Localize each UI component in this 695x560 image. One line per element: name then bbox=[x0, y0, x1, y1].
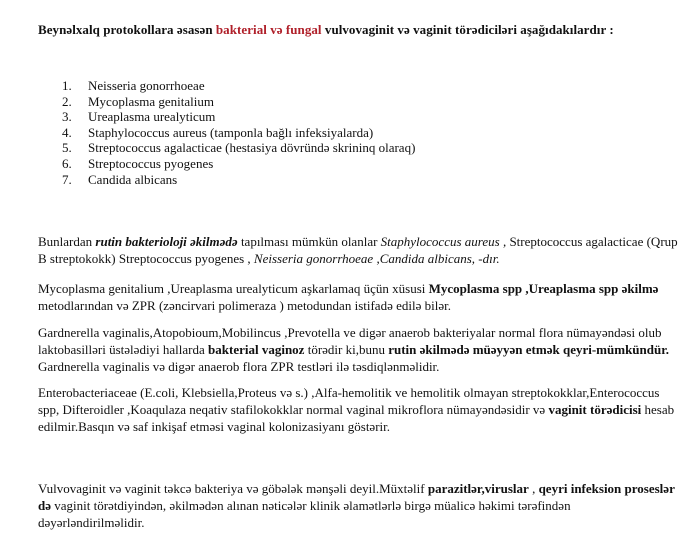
paragraph-routine-culture bbox=[38, 234, 678, 268]
list-item bbox=[62, 140, 415, 156]
document-title bbox=[38, 22, 614, 38]
pathogen-list bbox=[62, 78, 415, 187]
list-text: Candida albicans bbox=[88, 171, 178, 187]
italic-text: Staphylococcus aureus , bbox=[380, 234, 507, 249]
list-text: Staphylococcus aureus (tamponla bağlı infeksiyalarda) bbox=[88, 124, 374, 140]
list-number: 1. bbox=[62, 78, 72, 93]
list-number: 2. bbox=[62, 93, 72, 109]
list-text: Streptococcus agalacticae (hestasiya dövründə skrininq olaraq) bbox=[88, 140, 416, 156]
list-text: Streptococcus pyogenes bbox=[88, 155, 214, 171]
text: vaginit törətdiyindən, əkilmədən alınan nəticələr klinik əlamətlərlə birgə müalicə həkimi tərəfindən dəyərləndirilməlidir. bbox=[38, 497, 571, 530]
list-item bbox=[62, 156, 415, 172]
list-item bbox=[62, 94, 415, 110]
list-number: 7. bbox=[62, 171, 72, 187]
text: metodlarından və ZPR (zəncirvari polimeraza ) metodundan istifadə edilə bilər. bbox=[38, 297, 451, 313]
text: Gardnerella vaginalis və digər anaerob flora ZPR testləri ilə təsdiqlənməlidir. bbox=[38, 358, 440, 374]
text: hesab edilmir.Basqın və saf inkişaf etməsi vaginal kolonizasiyanı göstərir. bbox=[38, 401, 675, 434]
list-text: Neisseria gonorrhoeae bbox=[88, 78, 205, 93]
text: Enterobacteriaceae (E.coli, Klebsiella,Proteus və s.) ,Alfa-hemolitik ve hemolitik olmayan streptokokklar,Enterococcus spp, Difteroidler ,Koaqulaza neqativ stafilokokklar normal vaginal mikroflora nümayəndəsidir və bbox=[38, 385, 660, 417]
bold-text: vaginit törədicisi bbox=[548, 401, 642, 417]
text: tapılması mümkün olanlar bbox=[237, 234, 381, 249]
text: , bbox=[528, 481, 539, 496]
paragraph-mycoplasma bbox=[38, 281, 678, 315]
list-number: 6. bbox=[62, 155, 72, 171]
list-item bbox=[62, 125, 415, 141]
text: Vulvovaginit və vaginit təkcə bakteriya və göbələk mənşəli deyil.Müxtəlif bbox=[38, 481, 428, 496]
bold-text: qeyri infeksion prosеslər də bbox=[38, 481, 675, 513]
list-item bbox=[62, 172, 415, 188]
title-text-end: vulvovaginit və vaginit törədiciləri aşağıdakılardır : bbox=[321, 22, 614, 37]
list-text: Ureaplasma urealyticum bbox=[88, 109, 216, 125]
paragraph-conclusion bbox=[38, 481, 678, 531]
text: Gardnerella vaginalis,Atopobioum,Mobilincus ,Prevotella ve digər anaerob bakteriyalar normal flora nümayəndəsi olub laktobasilləri üstələdiyi hallarda bbox=[38, 325, 662, 357]
bold-text: bakterial vaginoz bbox=[208, 341, 305, 357]
list-number: 3. bbox=[62, 109, 72, 125]
text: Mycoplasma genitalium ,Ureaplasma urealyticum aşkarlamaq üçün xüsusi bbox=[38, 281, 429, 296]
list-item bbox=[62, 78, 415, 94]
italic-text: Neisseria gonorrhoeae ,Candida albicans, -dır. bbox=[253, 250, 500, 266]
list-text: Mycoplasma genitalium bbox=[88, 93, 215, 109]
title-text: Beynəlxalq protokollara əsasən bbox=[38, 22, 216, 37]
text: Bunlardan bbox=[38, 234, 96, 249]
list-number: 4. bbox=[62, 124, 72, 140]
text: törədir ki,bunu bbox=[304, 341, 389, 357]
emphasis-text: rutin bakterioloji əkilmədə bbox=[95, 234, 238, 249]
text: Streptococcus agalacticae (Qrup B streptokokk) Streptococcus pyogenes , bbox=[38, 234, 678, 266]
paragraph-gardnerella bbox=[38, 325, 678, 375]
bold-text: Mycoplasma spp ,Ureaplasma spp əkilmə bbox=[428, 281, 659, 296]
title-highlight: bakterial və fungal bbox=[215, 22, 322, 37]
paragraph-enterobacteriaceae bbox=[38, 385, 678, 435]
bold-text: rutin əkilmədə müəyyən etmək qeyri-mümkündür. bbox=[388, 341, 670, 357]
bold-text: parazitlər,viruslar bbox=[427, 481, 529, 496]
list-item bbox=[62, 109, 415, 125]
list-number: 5. bbox=[62, 140, 72, 156]
